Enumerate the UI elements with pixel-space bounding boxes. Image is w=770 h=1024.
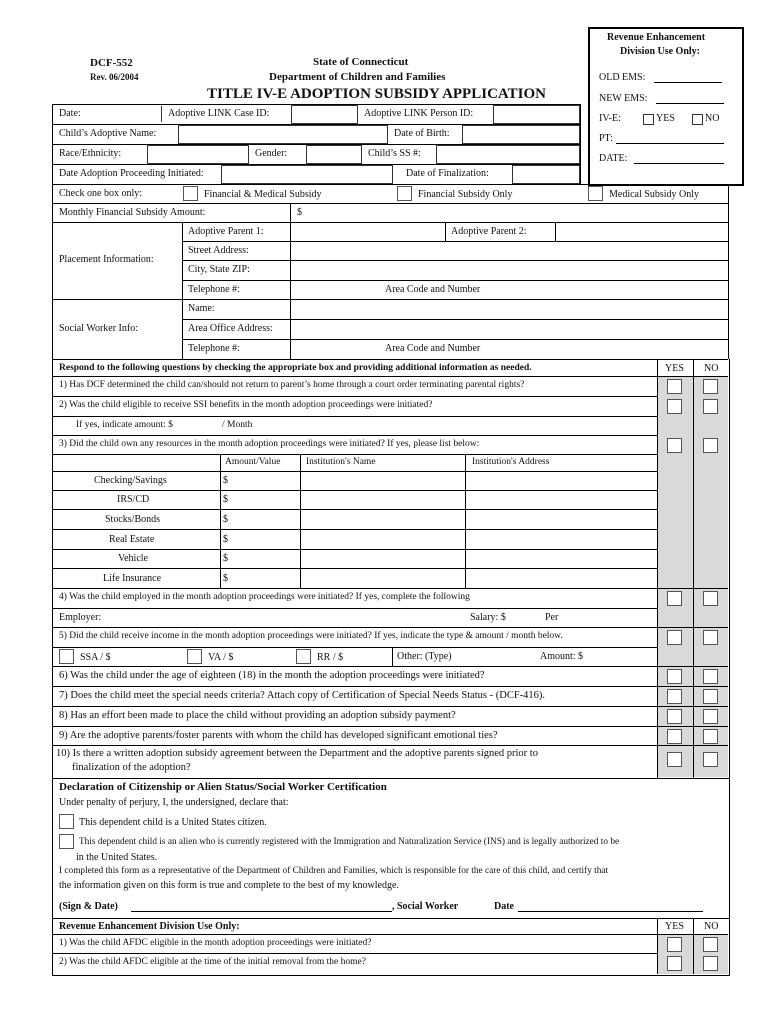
resource-life-insurance: Life Insurance xyxy=(103,573,162,584)
resource-real-estate: Real Estate xyxy=(109,534,155,545)
old-ems-field[interactable] xyxy=(654,82,722,83)
date-finalization-label: Date of Finalization: xyxy=(406,168,489,179)
revenue-box-title: Revenue Enhancement xyxy=(607,32,706,43)
question-8: 8) Has an effort been made to place the child without providing an adoption subsidy payment? xyxy=(59,710,456,721)
ssa-checkbox[interactable] xyxy=(59,649,74,664)
question-1: 1) Has DCF determined the child can/should not return to parent’s home through a court order terminating parental rights? xyxy=(59,380,525,390)
placement-tel-label: Telephone #: xyxy=(188,284,240,295)
declaration-intro: Under penalty of perjury, I, the undersigned, declare that: xyxy=(59,797,289,808)
q4-no-checkbox[interactable] xyxy=(703,591,718,606)
alien-label-line2: in the United States. xyxy=(76,852,158,863)
case-id-label: Adoptive LINK Case ID: xyxy=(168,108,270,119)
revenue-footer-no: NO xyxy=(704,921,719,932)
ssa-label: SSA / $ xyxy=(80,652,111,663)
alien-checkbox[interactable] xyxy=(59,834,74,849)
sw-office-label: Area Office Address: xyxy=(188,323,273,334)
declaration-date-label: Date xyxy=(494,901,514,912)
race-label: Race/Ethnicity: xyxy=(59,148,122,159)
old-ems-label: OLD EMS: xyxy=(599,72,646,83)
page-title: TITLE IV-E ADOPTION SUBSIDY APPLICATION xyxy=(207,86,546,102)
ive-label: IV-E: xyxy=(599,113,621,124)
rr-label: RR / $ xyxy=(317,652,344,663)
date-proceeding-label: Date Adoption Proceeding Initiated: xyxy=(59,168,204,179)
sign-date-label: (Sign & Date) xyxy=(59,901,118,912)
employer-label: Employer: xyxy=(59,612,102,623)
street-label: Street Address: xyxy=(188,245,249,256)
questions-yes-header: YES xyxy=(665,363,684,374)
q2-no-checkbox[interactable] xyxy=(703,399,718,414)
new-ems-label: NEW EMS: xyxy=(599,93,648,104)
afdc-question-1: 1) Was the child AFDC eligible in the month adoption proceedings were initiated? xyxy=(59,938,372,948)
resource-vehicle: Vehicle xyxy=(118,553,148,564)
medical-only-label: Medical Subsidy Only xyxy=(609,189,699,200)
date-finalization-field[interactable] xyxy=(512,165,580,184)
questions-no-header: NO xyxy=(704,363,719,374)
alien-label-line1: This dependent child is an alien who is currently registered with the Immigration and Naturalization Service (INS) and is legally authorized to be xyxy=(79,837,620,847)
monthly-amount-field[interactable]: $ xyxy=(297,207,302,218)
monthly-amount-label: Monthly Financial Subsidy Amount: xyxy=(59,207,206,218)
check-one-label: Check one box only: xyxy=(59,188,143,199)
child-name-field[interactable] xyxy=(178,125,388,144)
red-date-field[interactable] xyxy=(634,163,724,164)
resource-amount-2[interactable]: $ xyxy=(223,494,228,505)
q3-no-checkbox[interactable] xyxy=(703,438,718,453)
question-5: 5) Did the child receive income in the month adoption proceedings were initiated? If yes, indicate the type & amount / month below. xyxy=(59,631,563,641)
rr-checkbox[interactable] xyxy=(296,649,311,664)
va-label: VA / $ xyxy=(208,652,234,663)
q7-no-checkbox[interactable] xyxy=(703,689,718,704)
certification-line1: I completed this form as a representative of the Department of Children and Families, which is responsible for the care of this child, and certify that xyxy=(59,866,609,876)
ive-yes-label: YES xyxy=(656,113,675,124)
q10-no-checkbox[interactable] xyxy=(703,752,718,767)
q5-yes-checkbox[interactable] xyxy=(667,630,682,645)
person-id-field[interactable] xyxy=(493,105,580,124)
q5-no-checkbox[interactable] xyxy=(703,630,718,645)
ssn-field[interactable] xyxy=(436,145,580,164)
date-proceeding-field[interactable] xyxy=(221,165,393,184)
social-worker-suffix: , Social Worker xyxy=(392,901,459,912)
afdc1-yes-checkbox[interactable] xyxy=(667,937,682,952)
parent2-label: Adoptive Parent 2: xyxy=(451,226,527,237)
revenue-footer-title: Revenue Enhancement Division Use Only: xyxy=(59,921,240,932)
q8-no-checkbox[interactable] xyxy=(703,709,718,724)
ssi-month-label: / Month xyxy=(222,420,253,430)
sw-name-label: Name: xyxy=(188,303,215,314)
question-2: 2) Was the child eligible to receive SSI benefits in the month adoption proceedings were initiated? xyxy=(59,400,433,410)
financial-only-label: Financial Subsidy Only xyxy=(418,189,513,200)
afdc-question-2: 2) Was the child AFDC eligible at the time of the initial removal from the home? xyxy=(59,957,366,967)
gender-label: Gender: xyxy=(255,148,288,159)
res-header-institution: Institution's Name xyxy=(306,457,376,467)
citizen-checkbox[interactable] xyxy=(59,814,74,829)
financial-only-checkbox[interactable] xyxy=(397,186,412,201)
other-amount-label: Amount: $ xyxy=(540,651,584,662)
medical-only-checkbox[interactable] xyxy=(588,186,603,201)
q6-no-checkbox[interactable] xyxy=(703,669,718,684)
declaration-title: Declaration of Citizenship or Alien Status/Social Worker Certification xyxy=(59,781,387,793)
resource-amount-6[interactable]: $ xyxy=(223,573,228,584)
resource-stocks: Stocks/Bonds xyxy=(105,514,161,525)
resource-irs-cd: IRS/CD xyxy=(117,494,150,505)
afdc2-no-checkbox[interactable] xyxy=(703,956,718,971)
pt-label: PT: xyxy=(599,133,613,144)
afdc2-yes-checkbox[interactable] xyxy=(667,956,682,971)
child-name-label: Child’s Adoptive Name: xyxy=(59,128,157,139)
question-7: 7) Does the child meet the special needs criteria? Attach copy of Certification of Special Needs Status - (DCF-416). xyxy=(59,690,546,701)
sw-tel-hint: Area Code and Number xyxy=(385,343,481,354)
social-worker-label: Social Worker Info: xyxy=(59,323,138,334)
certification-line2: the information given on this form is true and complete to the best of my knowledge. xyxy=(59,880,399,891)
q8-yes-checkbox[interactable] xyxy=(667,709,682,724)
dob-label: Date of Birth: xyxy=(394,128,450,139)
question-10-line1: 10) Is there a written adoption subsidy agreement between the Department and the adoptive parents signed prior to xyxy=(56,748,538,759)
sw-tel-label: Telephone #: xyxy=(188,343,240,354)
form-revision: Rev. 06/2004 xyxy=(90,72,139,82)
q2-yes-checkbox[interactable] xyxy=(667,399,682,414)
ssn-label: Child’s SS #: xyxy=(368,148,421,159)
placement-tel-hint: Area Code and Number xyxy=(385,284,481,295)
signature-line[interactable] xyxy=(131,911,392,912)
q9-yes-checkbox[interactable] xyxy=(667,729,682,744)
ive-yes-checkbox[interactable] xyxy=(643,114,654,125)
resource-amount-1[interactable]: $ xyxy=(223,475,228,486)
resource-checking: Checking/Savings xyxy=(94,475,167,486)
declaration-date-line[interactable] xyxy=(518,911,703,912)
q9-no-checkbox[interactable] xyxy=(703,729,718,744)
salary-label: Salary: $ xyxy=(470,612,506,623)
resource-amount-3[interactable]: $ xyxy=(223,514,228,525)
questions-header: Respond to the following questions by checking the appropriate box and providing additional information as needed. xyxy=(59,363,532,373)
citizen-label: This dependent child is a United States citizen. xyxy=(79,817,267,828)
q1-no-checkbox[interactable] xyxy=(703,379,718,394)
question-4: 4) Was the child employed in the month adoption proceedings were initiated? If yes, complete the following xyxy=(59,592,470,602)
q6-yes-checkbox[interactable] xyxy=(667,669,682,684)
case-id-field[interactable] xyxy=(291,105,358,124)
red-date-label: DATE: xyxy=(599,153,628,164)
state-name: State of Connecticut xyxy=(313,56,409,68)
other-income-label: Other: (Type) xyxy=(397,651,452,662)
city-label: City, State ZIP: xyxy=(188,264,250,275)
resource-amount-4[interactable]: $ xyxy=(223,534,228,545)
financial-medical-checkbox[interactable] xyxy=(183,186,198,201)
q3-yes-checkbox[interactable] xyxy=(667,438,682,453)
new-ems-field[interactable] xyxy=(656,103,724,104)
person-id-label: Adoptive LINK Person ID: xyxy=(364,108,474,119)
ssi-amount-label: If yes, indicate amount: $ xyxy=(76,420,173,430)
afdc1-no-checkbox[interactable] xyxy=(703,937,718,952)
q7-yes-checkbox[interactable] xyxy=(667,689,682,704)
res-header-amount: Amount/Value xyxy=(225,457,281,467)
dob-field[interactable] xyxy=(462,125,580,144)
ive-no-label: NO xyxy=(705,113,720,124)
placement-info-label: Placement Information: xyxy=(59,254,154,265)
q1-yes-checkbox[interactable] xyxy=(667,379,682,394)
financial-medical-label: Financial & Medical Subsidy xyxy=(204,189,322,200)
revenue-footer-yes: YES xyxy=(665,921,684,932)
question-9: 9) Are the adoptive parents/foster parents with whom the child has developed significant emotional ties? xyxy=(59,730,498,741)
ive-no-checkbox[interactable] xyxy=(692,114,703,125)
va-checkbox[interactable] xyxy=(187,649,202,664)
per-label: Per xyxy=(545,612,559,623)
department-name: Department of Children and Families xyxy=(269,71,446,83)
resource-amount-5[interactable]: $ xyxy=(223,553,228,564)
question-10-line2: finalization of the adoption? xyxy=(72,762,191,773)
revenue-box-subtitle: Division Use Only: xyxy=(620,46,701,57)
res-header-address: Institution's Address xyxy=(472,457,550,467)
parent1-label: Adoptive Parent 1: xyxy=(188,226,264,237)
gender-field[interactable] xyxy=(306,145,362,164)
date-field[interactable] xyxy=(161,106,162,122)
question-6: 6) Was the child under the age of eighteen (18) in the month the adoption proceedings were initiated? xyxy=(59,670,485,681)
form-number: DCF-552 xyxy=(90,57,133,69)
race-field[interactable] xyxy=(147,145,249,164)
pt-field[interactable] xyxy=(616,143,724,144)
date-label: Date: xyxy=(59,108,81,119)
q4-yes-checkbox[interactable] xyxy=(667,591,682,606)
question-3: 3) Did the child own any resources in the month adoption proceedings were initiated? If yes, please list below: xyxy=(59,439,480,449)
q10-yes-checkbox[interactable] xyxy=(667,752,682,767)
